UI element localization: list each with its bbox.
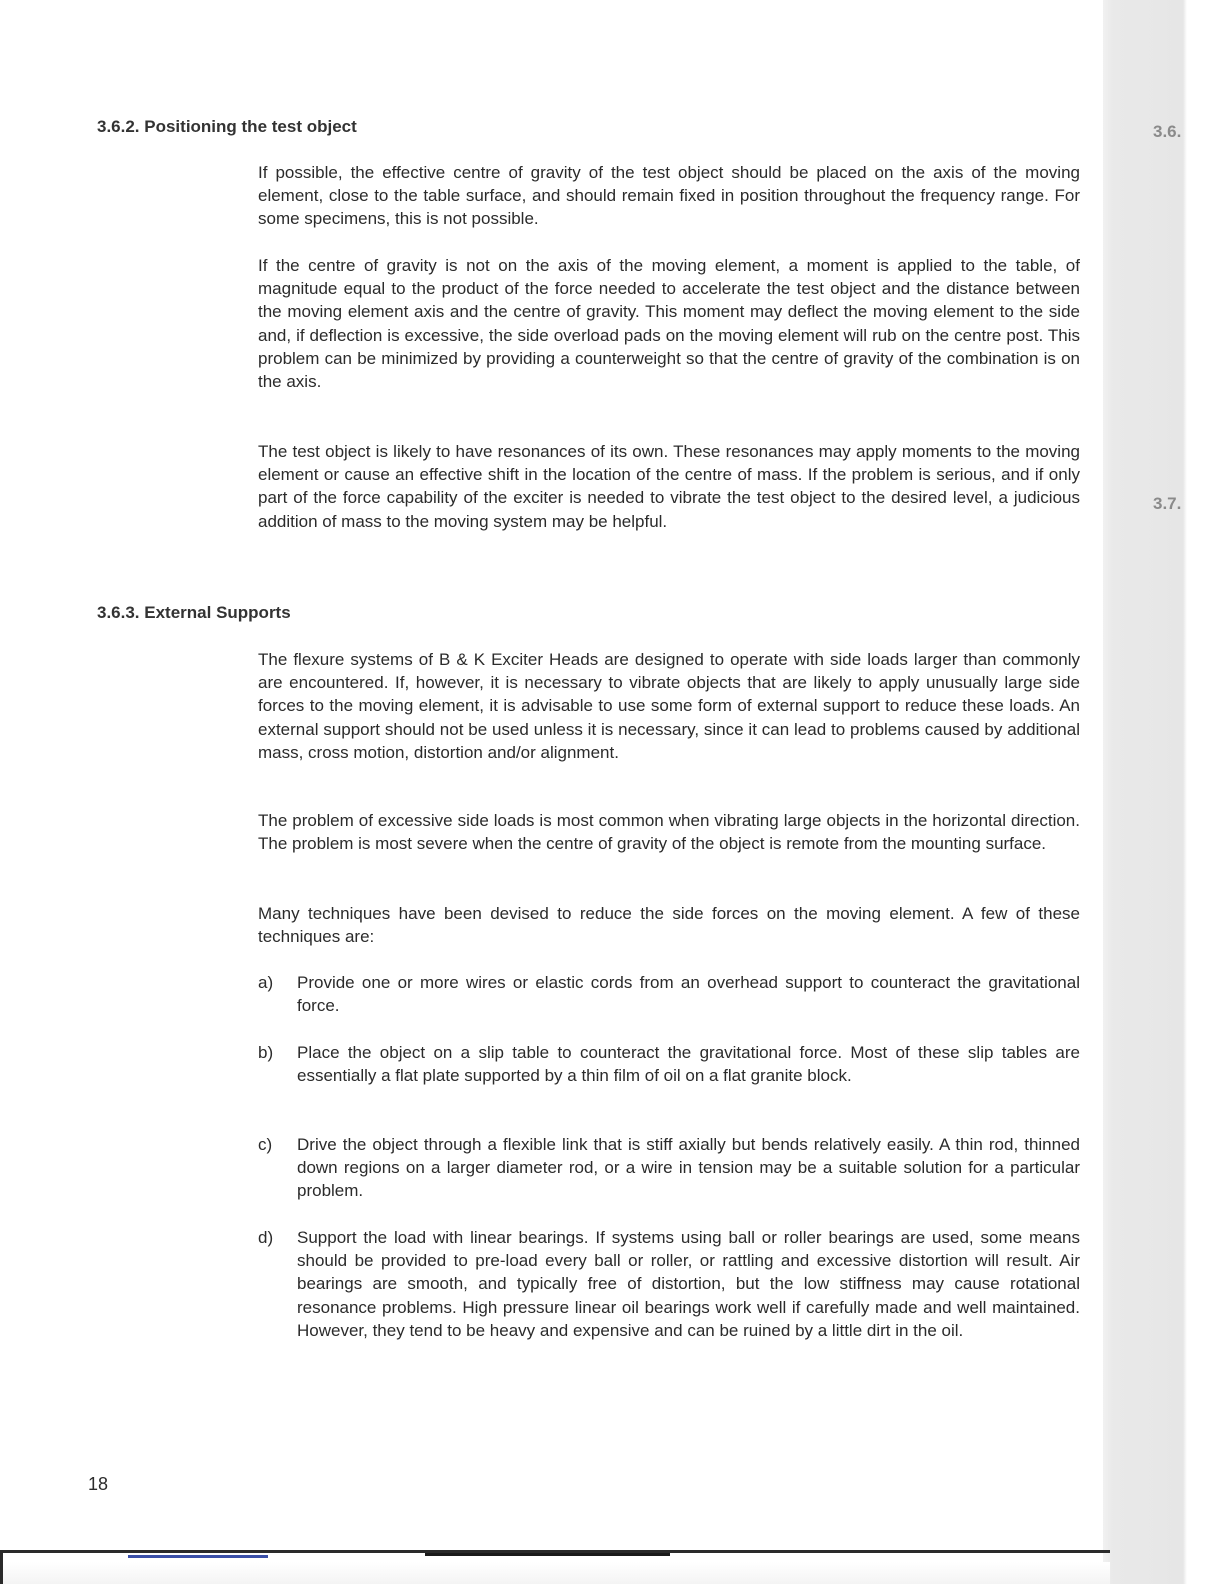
- page-number: 18: [88, 1474, 109, 1494]
- list-item: [258, 1133, 1080, 1203]
- list-item: [258, 1226, 1080, 1342]
- margin-ref-3-7: 3.7.: [1153, 494, 1182, 513]
- margin-ref-3-6: 3.6.: [1153, 122, 1182, 141]
- scan-edge-accent: [128, 1555, 268, 1558]
- list-marker: d): [258, 1228, 274, 1247]
- list-marker: c): [258, 1135, 273, 1154]
- paragraph: The test object is likely to have resonances of its own. These resonances may apply moments to the moving element or cause an effective shift in the location of the centre of mass. If the problem is serious, and if only part of the force capability of the exciter is needed to vibrate the test object to the desired level, a judicious addition of mass to the moving system may be helpful.: [258, 442, 1080, 531]
- paragraph: The problem of excessive side loads is most common when vibrating large objects in the horizontal direction. The problem is most severe when the centre of gravity of the object is remote from the mounting surface.: [258, 811, 1080, 854]
- list-item: [258, 1041, 1080, 1087]
- list-item: [258, 971, 1080, 1017]
- paragraph: If possible, the effective centre of gravity of the test object should be placed on the axis of the moving element, close to the table surface, and should remain fixed in position throughout the frequency range. For some specimens, this is not possible.: [258, 163, 1080, 229]
- list-item-text: Place the object on a slip table to counteract the gravitational force. Most of these slip tables are essentially a flat plate supported by a thin film of oil on a flat granite block.: [297, 1043, 1080, 1086]
- section-heading-3-6-2: 3.6.2. Positioning the test object: [97, 117, 357, 136]
- list-marker: b): [258, 1043, 274, 1062]
- paragraph: Many techniques have been devised to reduce the side forces on the moving element. A few of these techniques are:: [258, 904, 1080, 947]
- list-item-text: Drive the object through a flexible link that is stiff axially but bends relatively easily. A thin rod, thinned down regions on a larger diameter rod, or a wire in tension may be a suitable solution for a particular problem.: [297, 1135, 1080, 1201]
- paragraph: If the centre of gravity is not on the axis of the moving element, a moment is applied to the table, of magnitude equal to the product of the force needed to accelerate the test object and the distance between the moving element axis and the centre of gravity. This moment may deflect the moving element to the side and, if deflection is excessive, the side overload pads on the moving element will rub on the centre post. This problem can be minimized by providing a counterweight so that the centre of gravity of the combination is on the axis.: [258, 256, 1080, 392]
- list-item-text: Support the load with linear bearings. If systems using ball or roller bearings are used, some means should be provided to pre-load every ball or roller, or rattling and excessive distortion will result. Air bearings are smooth, and typically free of distortion, but the low stiffness may cause rotational resonance problems. High pressure linear oil bearings work well if carefully made and well maintained. However, they tend to be heavy and expensive and can be ruined by a little dirt in the oil.: [297, 1228, 1080, 1340]
- scan-edge-corner: [0, 1550, 3, 1584]
- paragraph: The flexure systems of B & K Exciter Heads are designed to operate with side loads larger than commonly are encountered. If, however, it is necessary to vibrate objects that are likely to apply unusually large side forces to the moving element, it is advisable to use some form of external support to reduce these loads. An external support should not be used unless it is necessary, since it can lead to problems caused by additional mass, cross motion, distortion and/or alignment.: [258, 650, 1080, 762]
- scan-edge-shadow: [0, 1562, 1110, 1584]
- list-item-text: Provide one or more wires or elastic cords from an overhead support to counteract the gravitational force.: [297, 973, 1080, 1016]
- next-page-gutter: [1103, 0, 1224, 1584]
- section-heading-3-6-3: 3.6.3. External Supports: [97, 603, 291, 622]
- scan-edge-dark: [425, 1553, 670, 1556]
- list-marker: a): [258, 973, 274, 992]
